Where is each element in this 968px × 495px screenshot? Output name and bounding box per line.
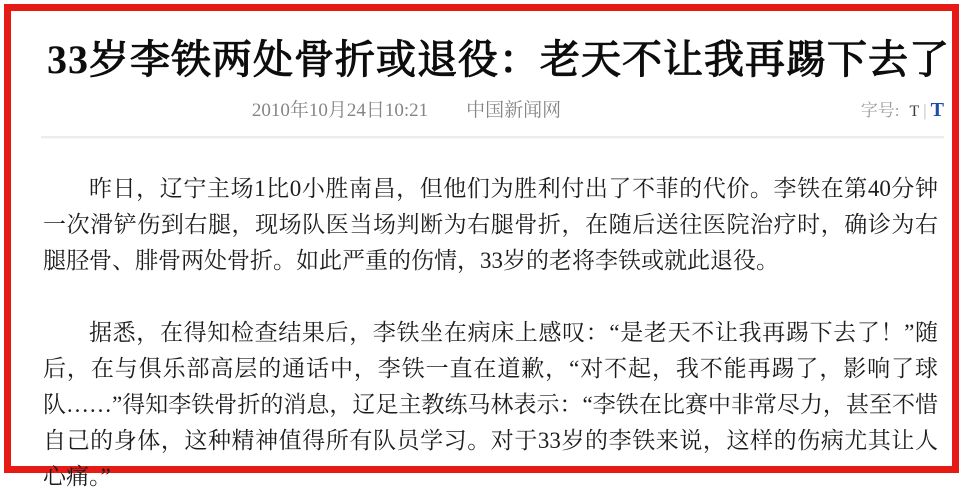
article-body — [43, 171, 938, 495]
article-meta-row — [11, 95, 952, 119]
font-size-increase-button[interactable]: T — [931, 99, 944, 121]
article-paragraph: 昨日，辽宁主场1比0小胜南昌，但他们为胜利付出了不菲的代价。李铁在第40分钟一次滑铲伤到右腿，现场队医当场判断为右腿骨折，在随后送往医院治疗时，确诊为右腿胫骨、腓骨两处骨折。如此严重的伤情，33岁的老将李铁或就此退役。 — [43, 171, 938, 279]
font-size-decrease-button[interactable]: T — [909, 103, 919, 120]
article-paragraph: 据悉，在得知检查结果后，李铁坐在病床上感叹：“是老天不让我再踢下去了！”随后，在与俱乐部高层的通话中，李铁一直在道歉，“对不起，我不能再踢了，影响了球队……”得知李铁骨折的消息，辽足主教练马林表示：“李铁在比赛中非常尽力，甚至不惜自己的身体，这种精神值得所有队员学习。对于33岁的李铁来说，这样的伤病尤其让人心痛。” — [43, 315, 938, 495]
article-page-frame — [4, 4, 959, 473]
font-size-separator: | — [923, 101, 926, 120]
source-name: 中国新闻网 — [466, 100, 561, 121]
article-meta — [11, 95, 802, 122]
article-title: 33岁李铁两处骨折或退役：老天不让我再踢下去了 — [47, 34, 916, 86]
font-size-label: 字号: — [861, 101, 900, 120]
header-divider — [41, 136, 944, 139]
publish-date: 2010年10月24日10:21 — [252, 100, 428, 121]
article-header — [11, 11, 952, 139]
font-size-control — [861, 96, 944, 122]
